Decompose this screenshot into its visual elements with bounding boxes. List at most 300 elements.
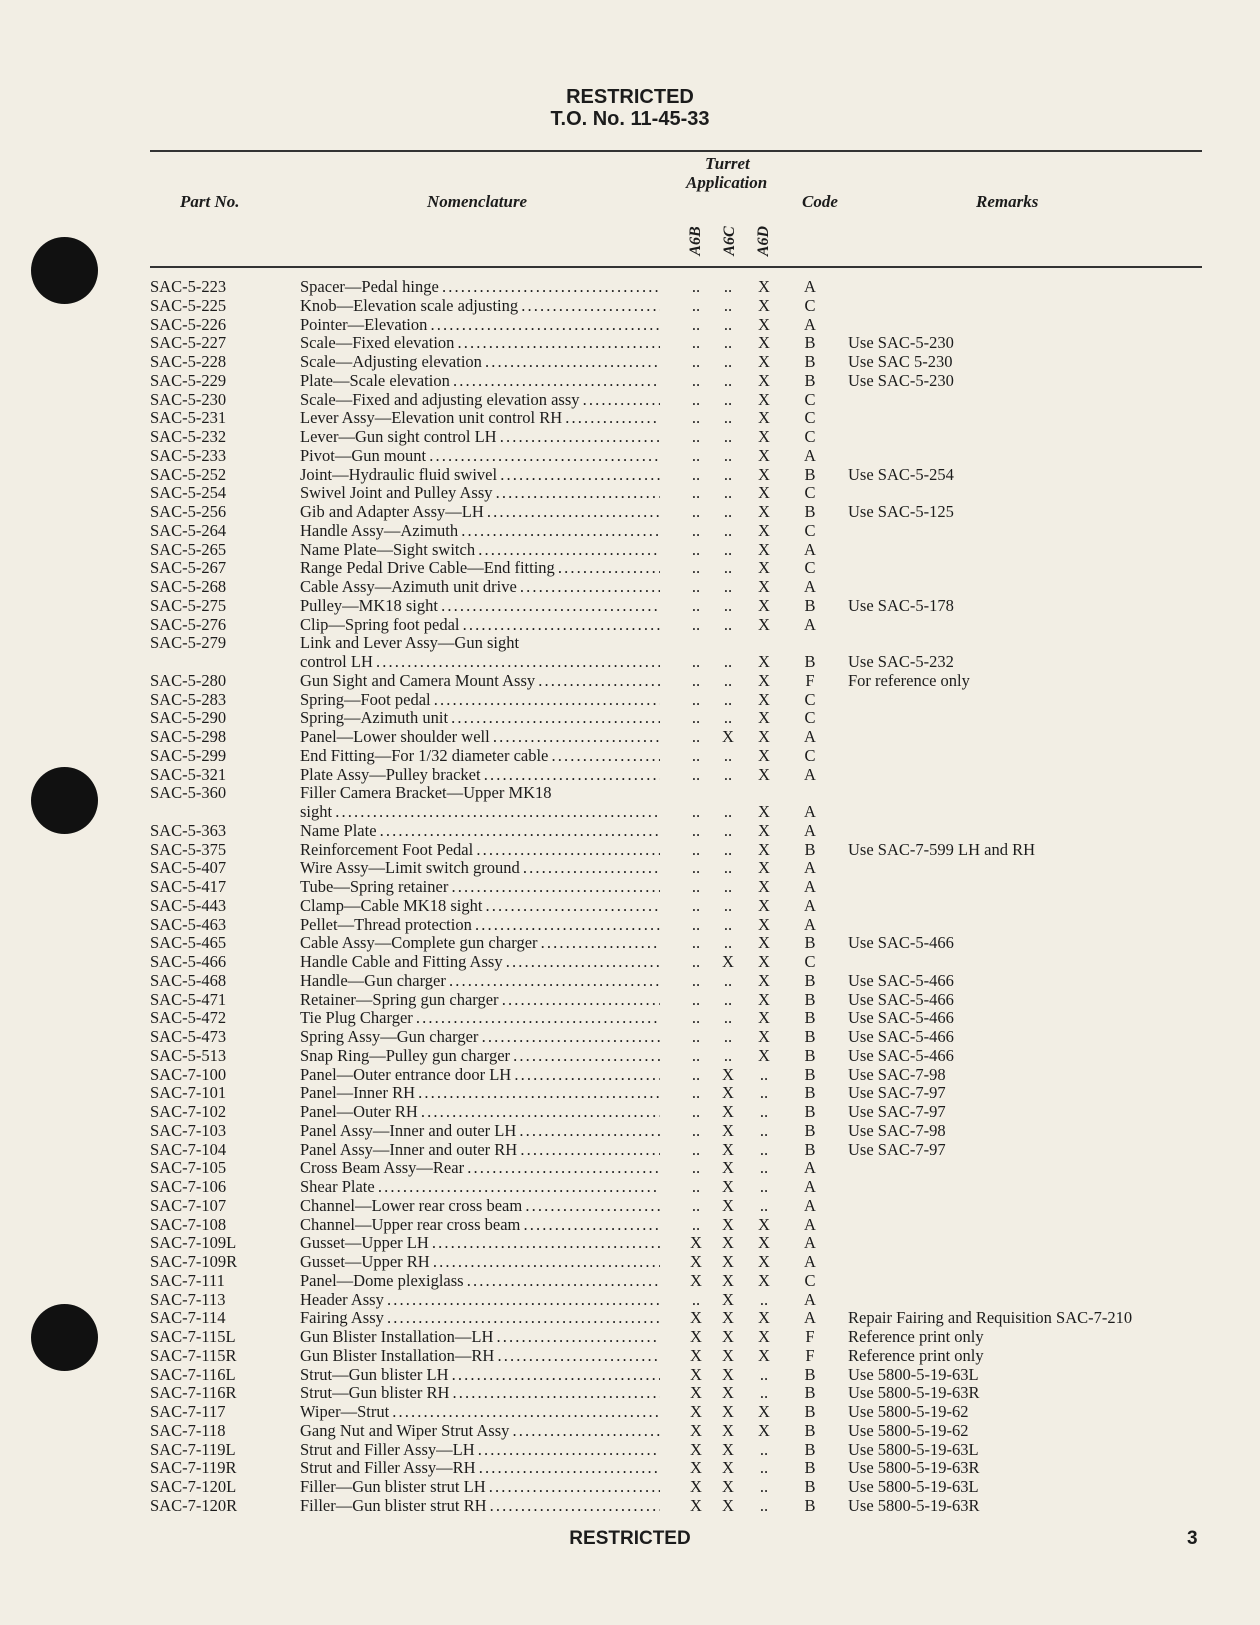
a6d-mark: X xyxy=(758,877,770,896)
table-row xyxy=(0,447,1260,466)
a6d-mark: .. xyxy=(759,1495,769,1515)
part-number: SAC-5-290 xyxy=(150,708,227,728)
nomenclature: Gun Sight and Camera Mount Assy . . . xyxy=(300,672,660,691)
a6d-mark: X xyxy=(758,1402,770,1421)
nomenclature: Spacer—Pedal hinge . . . xyxy=(300,278,660,297)
a6c-mark: .. xyxy=(723,933,733,953)
a6c-mark: .. xyxy=(723,670,733,690)
remarks: Use 5800-5-19-62 xyxy=(848,1420,969,1440)
code: A xyxy=(804,314,816,334)
a6b-mark: .. xyxy=(691,727,701,746)
code: B xyxy=(804,1420,816,1440)
a6d-mark: .. xyxy=(759,1195,769,1215)
a6c-mark: .. xyxy=(723,989,733,1009)
table-row xyxy=(0,934,1260,953)
a6c-mark: .. xyxy=(723,427,733,446)
code: A xyxy=(804,914,816,934)
code: A xyxy=(804,1177,816,1196)
code: B xyxy=(804,1495,816,1515)
part-number: SAC-5-299 xyxy=(150,745,227,765)
table-row xyxy=(0,653,1260,672)
a6c-mark: X xyxy=(722,952,734,971)
a6c-mark: .. xyxy=(723,314,733,334)
remarks: Use 5800-5-19-63R xyxy=(848,1383,980,1403)
code: C xyxy=(804,483,816,503)
table-row xyxy=(0,391,1260,410)
nomenclature: Plate—Scale elevation . . . xyxy=(300,372,660,391)
a6b-mark: .. xyxy=(691,558,701,578)
table-row xyxy=(0,691,1260,710)
part-number: SAC-7-120R xyxy=(150,1495,238,1515)
a6c-mark: X xyxy=(722,1439,734,1459)
a6d-mark: X xyxy=(758,595,770,615)
a6d-mark: .. xyxy=(759,1477,769,1496)
nomenclature: Strut and Filler Assy—LH . . . xyxy=(300,1441,660,1460)
a6c-mark: X xyxy=(722,1064,734,1084)
nomenclature: Filler—Gun blister strut RH . . . xyxy=(300,1497,660,1516)
code: B xyxy=(804,933,816,953)
a6b-mark: .. xyxy=(691,352,701,371)
a6c-mark: X xyxy=(722,1214,734,1234)
col-remarks: Remarks xyxy=(976,192,1039,211)
col-code: Code xyxy=(802,192,838,211)
a6d-mark: X xyxy=(758,539,770,559)
part-number: SAC-7-119R xyxy=(150,1458,237,1478)
a6d-mark: X xyxy=(758,914,770,934)
a6d-mark: X xyxy=(758,745,770,765)
part-number: SAC-5-471 xyxy=(150,989,227,1009)
a6d-mark: X xyxy=(758,970,770,990)
part-number: SAC-7-101 xyxy=(150,1083,227,1103)
a6d-mark: .. xyxy=(759,1439,769,1459)
a6d-mark: X xyxy=(758,727,770,746)
a6b-mark: .. xyxy=(691,820,701,840)
table-row xyxy=(0,278,1260,297)
table-row xyxy=(0,1197,1260,1216)
a6b-mark: X xyxy=(690,1402,702,1421)
code: B xyxy=(804,370,816,390)
table-row xyxy=(0,578,1260,597)
nomenclature: Scale—Fixed elevation . . . xyxy=(300,334,660,353)
a6c-mark: .. xyxy=(723,577,733,596)
part-number: SAC-7-104 xyxy=(150,1139,227,1159)
nomenclature: Pointer—Elevation . . . xyxy=(300,316,660,335)
remarks: Use SAC-5-254 xyxy=(848,464,954,484)
table-row xyxy=(0,616,1260,635)
part-number: SAC-7-107 xyxy=(150,1195,227,1215)
code: B xyxy=(804,333,816,353)
a6b-mark: .. xyxy=(691,314,701,334)
a6d-mark: X xyxy=(758,483,770,503)
a6b-mark: .. xyxy=(691,1214,701,1234)
a6c-mark: X xyxy=(722,1458,734,1478)
a6b-mark: .. xyxy=(691,1289,701,1309)
table-row xyxy=(0,672,1260,691)
nomenclature: Panel—Inner RH . . . xyxy=(300,1084,660,1103)
table-row xyxy=(0,353,1260,372)
code: B xyxy=(804,1008,816,1028)
a6b-mark: .. xyxy=(691,952,701,971)
a6d-mark: X xyxy=(758,333,770,353)
part-number: SAC-5-231 xyxy=(150,408,227,428)
nomenclature: Gib and Adapter Assy—LH . . . xyxy=(300,503,660,522)
a6c-mark: .. xyxy=(723,445,733,465)
nomenclature: Wiper—Strut . . . xyxy=(300,1403,660,1422)
a6b-mark: .. xyxy=(691,1083,701,1103)
a6b-mark: .. xyxy=(691,1102,701,1121)
table-row xyxy=(0,1403,1260,1422)
part-number: SAC-7-100 xyxy=(150,1064,227,1084)
a6c-mark: .. xyxy=(723,352,733,371)
part-number: SAC-7-103 xyxy=(150,1120,227,1140)
part-number: SAC-7-109L xyxy=(150,1233,237,1253)
code: C xyxy=(804,745,816,765)
remarks: Use SAC-5-466 xyxy=(848,1008,954,1028)
nomenclature: Handle—Gun charger . . . xyxy=(300,972,660,991)
code: C xyxy=(804,1270,816,1290)
a6d-mark: X xyxy=(758,1345,770,1365)
a6b-mark: .. xyxy=(691,877,701,896)
a6d-mark: .. xyxy=(759,1177,769,1196)
remarks: Use SAC-5-466 xyxy=(848,933,954,953)
a6b-mark: .. xyxy=(691,1064,701,1084)
table-row xyxy=(0,559,1260,578)
a6d-mark: .. xyxy=(759,1139,769,1159)
header-rule xyxy=(150,266,1202,268)
a6c-mark: .. xyxy=(723,1027,733,1046)
nomenclature: Gusset—Upper LH . . . xyxy=(300,1234,660,1253)
table-row xyxy=(0,784,1260,803)
table-row xyxy=(0,1047,1260,1066)
code: A xyxy=(804,1289,816,1309)
part-number: SAC-5-252 xyxy=(150,464,227,484)
nomenclature: Clip—Spring foot pedal . . . xyxy=(300,616,660,635)
code: B xyxy=(804,1477,816,1496)
a6d-mark: X xyxy=(758,445,770,465)
nomenclature: End Fitting—For 1/32 diameter cable . . . xyxy=(300,747,660,766)
nomenclature: Gusset—Upper RH . . . xyxy=(300,1253,660,1272)
a6d-mark: .. xyxy=(759,1458,769,1478)
a6d-mark: X xyxy=(758,652,770,671)
nomenclature: Gun Blister Installation—LH . . . xyxy=(300,1328,660,1347)
table-row xyxy=(0,1497,1260,1516)
code: B xyxy=(804,1027,816,1046)
table-row xyxy=(0,1066,1260,1085)
a6d-mark: X xyxy=(758,952,770,971)
part-number: SAC-7-114 xyxy=(150,1308,226,1328)
part-number: SAC-5-275 xyxy=(150,595,227,615)
a6d-mark: X xyxy=(758,1308,770,1328)
part-number: SAC-5-276 xyxy=(150,614,227,634)
nomenclature: Gang Nut and Wiper Strut Assy . . . xyxy=(300,1422,660,1441)
code: B xyxy=(804,1364,816,1384)
a6c-mark: .. xyxy=(723,708,733,728)
nomenclature: Panel—Dome plexiglass . . . xyxy=(300,1272,660,1291)
table-row xyxy=(0,503,1260,522)
code: B xyxy=(804,1083,816,1103)
a6c-mark: .. xyxy=(723,745,733,765)
table-row xyxy=(0,709,1260,728)
a6b-mark: .. xyxy=(691,483,701,503)
code: F xyxy=(805,1327,815,1346)
table-row xyxy=(0,466,1260,485)
remarks: Use SAC-5-466 xyxy=(848,1027,954,1046)
table-row xyxy=(0,1309,1260,1328)
a6b-mark: .. xyxy=(691,1195,701,1215)
table-row xyxy=(0,1253,1260,1272)
nomenclature: Strut and Filler Assy—RH . . . xyxy=(300,1459,660,1478)
a6d-mark: X xyxy=(758,352,770,371)
a6c-mark: .. xyxy=(723,802,733,821)
table-row xyxy=(0,484,1260,503)
a6b-mark: .. xyxy=(691,1027,701,1046)
part-number: SAC-5-468 xyxy=(150,970,227,990)
a6d-mark: X xyxy=(758,989,770,1009)
part-number: SAC-5-407 xyxy=(150,858,227,878)
a6d-mark: .. xyxy=(759,1158,769,1178)
a6d-mark: .. xyxy=(759,1102,769,1121)
table-row xyxy=(0,297,1260,316)
part-number: SAC-5-264 xyxy=(150,520,227,540)
a6b-mark: .. xyxy=(691,502,701,521)
part-number: SAC-5-363 xyxy=(150,820,227,840)
part-number: SAC-5-283 xyxy=(150,689,227,709)
code: A xyxy=(804,614,816,634)
a6c-mark: .. xyxy=(723,614,733,634)
nomenclature: sight . . . xyxy=(300,803,660,822)
part-number: SAC-5-279 xyxy=(150,633,227,653)
a6c-mark: .. xyxy=(723,370,733,390)
table-row xyxy=(0,841,1260,860)
table-row xyxy=(0,916,1260,935)
nomenclature: control LH . . . xyxy=(300,653,660,672)
code: A xyxy=(804,820,816,840)
a6b-mark: .. xyxy=(691,858,701,878)
table-row xyxy=(0,634,1260,653)
a6b-mark: .. xyxy=(691,689,701,709)
remarks: Use 5800-5-19-63R xyxy=(848,1495,980,1515)
nomenclature: Cross Beam Assy—Rear . . . xyxy=(300,1159,660,1178)
a6c-mark: X xyxy=(722,1195,734,1215)
nomenclature: Strut—Gun blister LH . . . xyxy=(300,1366,660,1385)
nomenclature: Panel Assy—Inner and outer LH . . . xyxy=(300,1122,660,1141)
technical-order-number: T.O. No. 11-45-33 xyxy=(550,108,710,130)
nomenclature: Lever Assy—Elevation unit control RH . . . xyxy=(300,409,660,428)
a6c-mark: X xyxy=(722,1139,734,1159)
a6d-mark: X xyxy=(758,858,770,878)
a6c-mark: X xyxy=(722,1102,734,1121)
a6b-mark: X xyxy=(690,1439,702,1459)
a6b-mark: X xyxy=(690,1364,702,1384)
nomenclature: Cable Assy—Complete gun charger . . . xyxy=(300,934,660,953)
nomenclature: Gun Blister Installation—RH . . . xyxy=(300,1347,660,1366)
table-row xyxy=(0,972,1260,991)
nomenclature: Tie Plug Charger . . . xyxy=(300,1009,660,1028)
part-number: SAC-7-119L xyxy=(150,1439,236,1459)
nomenclature: Panel—Lower shoulder well . . . xyxy=(300,728,660,747)
table-row xyxy=(0,1084,1260,1103)
code: C xyxy=(804,558,816,578)
code: A xyxy=(804,727,816,746)
a6b-mark: .. xyxy=(691,652,701,671)
table-row xyxy=(0,334,1260,353)
a6c-mark: .. xyxy=(723,595,733,615)
nomenclature: Knob—Elevation scale adjusting . . . xyxy=(300,297,660,316)
table-row xyxy=(0,766,1260,785)
a6b-mark: .. xyxy=(691,839,701,859)
nomenclature: Swivel Joint and Pulley Assy . . . xyxy=(300,484,660,503)
part-number: SAC-7-102 xyxy=(150,1102,227,1121)
part-number: SAC-5-465 xyxy=(150,933,227,953)
code: B xyxy=(804,352,816,371)
a6d-mark: X xyxy=(758,1327,770,1346)
code: B xyxy=(804,970,816,990)
a6d-mark: X xyxy=(758,839,770,859)
a6b-mark: .. xyxy=(691,1177,701,1196)
code: A xyxy=(804,277,816,296)
nomenclature: Filler—Gun blister strut LH . . . xyxy=(300,1478,660,1497)
part-number: SAC-7-113 xyxy=(150,1289,226,1309)
table-row xyxy=(0,1122,1260,1141)
a6c-mark: .. xyxy=(723,858,733,878)
a6c-mark: X xyxy=(722,1477,734,1496)
code: A xyxy=(804,1158,816,1178)
part-number: SAC-5-321 xyxy=(150,764,227,784)
a6d-mark: X xyxy=(758,802,770,821)
nomenclature: Channel—Lower rear cross beam . . . xyxy=(300,1197,660,1216)
part-number: SAC-5-225 xyxy=(150,295,227,315)
a6c-mark: X xyxy=(722,1383,734,1403)
part-number: SAC-5-230 xyxy=(150,389,227,409)
a6d-mark: X xyxy=(758,389,770,409)
nomenclature: Spring—Foot pedal . . . xyxy=(300,691,660,710)
a6b-mark: .. xyxy=(691,333,701,353)
nomenclature: Snap Ring—Pulley gun charger . . . xyxy=(300,1047,660,1066)
code: C xyxy=(804,408,816,428)
a6b-mark: .. xyxy=(691,802,701,821)
code: F xyxy=(805,1345,815,1365)
table-row xyxy=(0,1422,1260,1441)
a6b-mark: .. xyxy=(691,277,701,296)
table-row xyxy=(0,1441,1260,1460)
code: C xyxy=(804,295,816,315)
code: B xyxy=(804,595,816,615)
a6b-mark: .. xyxy=(691,595,701,615)
a6d-mark: X xyxy=(758,427,770,446)
a6b-mark: X xyxy=(690,1327,702,1346)
part-number: SAC-7-118 xyxy=(150,1420,226,1440)
nomenclature: Range Pedal Drive Cable—End fitting . . . xyxy=(300,559,660,578)
col-turret: Turret xyxy=(705,154,750,173)
a6b-mark: .. xyxy=(691,295,701,315)
a6d-mark: .. xyxy=(759,1083,769,1103)
a6b-mark: X xyxy=(690,1383,702,1403)
a6d-mark: X xyxy=(758,764,770,784)
a6b-mark: X xyxy=(690,1233,702,1253)
a6d-mark: X xyxy=(758,614,770,634)
remarks: Use SAC-7-599 LH and RH xyxy=(848,839,1035,859)
code: B xyxy=(804,652,816,671)
table-row xyxy=(0,1291,1260,1310)
remarks: Reference print only xyxy=(848,1345,984,1365)
nomenclature: Pellet—Thread protection . . . xyxy=(300,916,660,935)
remarks: Use SAC 5-230 xyxy=(848,352,953,371)
nomenclature: Fairing Assy . . . xyxy=(300,1309,660,1328)
col-a6d: A6D xyxy=(755,225,772,257)
nomenclature: Panel—Outer RH . . . xyxy=(300,1103,660,1122)
remarks: Use SAC-7-97 xyxy=(848,1102,946,1121)
a6d-mark: X xyxy=(758,408,770,428)
nomenclature: Reinforcement Foot Pedal . . . xyxy=(300,841,660,860)
part-number: SAC-7-105 xyxy=(150,1158,227,1178)
a6b-mark: .. xyxy=(691,914,701,934)
part-number: SAC-7-109R xyxy=(150,1252,238,1271)
table-row xyxy=(0,878,1260,897)
a6d-mark: .. xyxy=(759,1064,769,1084)
nomenclature: Panel—Outer entrance door LH . . . xyxy=(300,1066,660,1085)
a6c-mark: .. xyxy=(723,464,733,484)
table-row xyxy=(0,428,1260,447)
a6c-mark: .. xyxy=(723,333,733,353)
part-number: SAC-7-120L xyxy=(150,1477,237,1496)
nomenclature: Wire Assy—Limit switch ground . . . xyxy=(300,859,660,878)
code: C xyxy=(804,427,816,446)
a6c-mark: .. xyxy=(723,914,733,934)
a6b-mark: .. xyxy=(691,895,701,915)
a6b-mark: X xyxy=(690,1420,702,1440)
a6b-mark: .. xyxy=(691,970,701,990)
part-number: SAC-7-116L xyxy=(150,1364,236,1384)
a6b-mark: X xyxy=(690,1270,702,1290)
part-number: SAC-7-111 xyxy=(150,1270,225,1290)
remarks: Use SAC-5-125 xyxy=(848,502,954,521)
table-row xyxy=(0,897,1260,916)
table-row xyxy=(0,1234,1260,1253)
a6b-mark: .. xyxy=(691,1139,701,1159)
nomenclature: Name Plate . . . xyxy=(300,822,660,841)
a6d-mark: X xyxy=(758,520,770,540)
a6b-mark: .. xyxy=(691,989,701,1009)
remarks: For reference only xyxy=(848,670,970,690)
a6c-mark: .. xyxy=(723,389,733,409)
a6b-mark: .. xyxy=(691,745,701,765)
a6c-mark: X xyxy=(722,1120,734,1140)
classification-header: RESTRICTED xyxy=(566,86,694,108)
code: C xyxy=(804,952,816,971)
a6b-mark: X xyxy=(690,1252,702,1271)
a6c-mark: .. xyxy=(723,895,733,915)
a6d-mark: X xyxy=(758,1233,770,1253)
part-number: SAC-5-473 xyxy=(150,1027,227,1046)
a6b-mark: .. xyxy=(691,933,701,953)
parts-table xyxy=(0,278,1260,1516)
a6d-mark: .. xyxy=(759,1289,769,1309)
a6d-mark: .. xyxy=(759,1364,769,1384)
code: B xyxy=(804,1402,816,1421)
nomenclature: Scale—Fixed and adjusting elevation assy . . . xyxy=(300,391,660,410)
code: B xyxy=(804,989,816,1009)
part-number: SAC-7-115R xyxy=(150,1345,237,1365)
part-number: SAC-7-108 xyxy=(150,1214,227,1234)
part-number: SAC-5-232 xyxy=(150,427,227,446)
remarks: Use SAC-7-97 xyxy=(848,1083,946,1103)
code: A xyxy=(804,539,816,559)
remarks: Use 5800-5-19-62 xyxy=(848,1402,969,1421)
a6b-mark: .. xyxy=(691,408,701,428)
part-number: SAC-7-116R xyxy=(150,1383,237,1403)
code: B xyxy=(804,502,816,521)
remarks: Use SAC-5-178 xyxy=(848,595,954,615)
